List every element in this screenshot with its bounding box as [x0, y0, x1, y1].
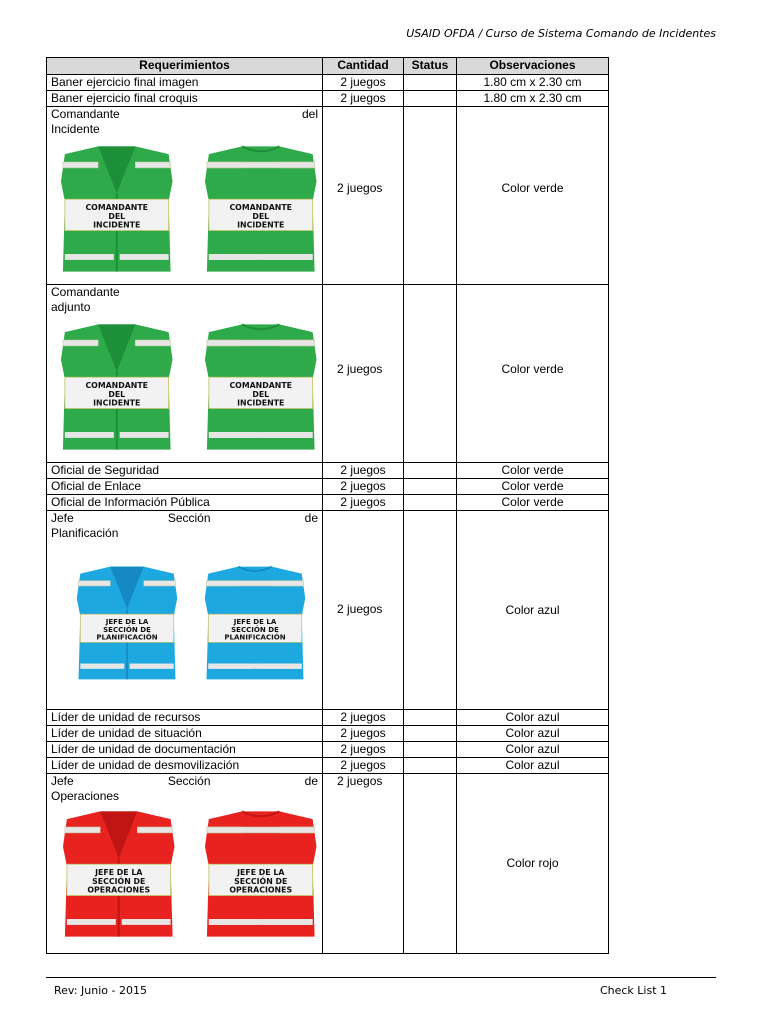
status-cell [404, 107, 457, 285]
status-cell [404, 285, 457, 463]
svg-text:JEFE DE LA: JEFE DE LA [233, 616, 277, 626]
table-row [47, 75, 609, 91]
obs-cell: 1.80 cm x 2.30 cm [457, 75, 609, 91]
req-cell: Baner ejercicio final imagen [47, 75, 323, 91]
table-row [47, 107, 609, 285]
green-vest-front-image [59, 141, 175, 277]
footer-page-label: Check List 1 [599, 984, 667, 997]
svg-text:SECCIÓN DE: SECCIÓN DE [233, 876, 287, 886]
table-row [47, 495, 609, 511]
qty-cell: 2 juegos [323, 710, 404, 726]
svg-text:COMANDANTE: COMANDANTE [85, 202, 149, 212]
status-cell [404, 710, 457, 726]
status-cell [404, 91, 457, 107]
status-cell [404, 479, 457, 495]
qty-cell: 2 juegos [323, 758, 404, 774]
svg-text:COMANDANTE: COMANDANTE [85, 380, 149, 390]
obs-cell: Color verde [457, 285, 609, 463]
req-cell: Jefe Sección de Planificación JEFE DE LA SECCIÓN DE PLANIFICACIÓN JEFE DE LA SECCIÓN DE PLANIFICACIÓN [47, 511, 323, 710]
obs-cell: Color azul [457, 726, 609, 742]
qty-cell: 2 juegos [323, 75, 404, 91]
obs-cell: 1.80 cm x 2.30 cm [457, 91, 609, 107]
qty-cell: 2 juegos [323, 285, 404, 463]
req-cell: Oficial de Seguridad [47, 463, 323, 479]
svg-text:SECCIÓN DE: SECCIÓN DE [103, 624, 151, 634]
col-header-requerimientos: Requerimientos [47, 58, 323, 75]
status-cell [404, 774, 457, 954]
svg-text:INCIDENTE: INCIDENTE [236, 398, 284, 408]
qty-cell: 2 juegos [323, 463, 404, 479]
req-cell: Comandante adjunto COMANDANTE DEL INCIDENTE COMANDANTE DEL INCIDENTE [47, 285, 323, 463]
table-row [47, 758, 609, 774]
req-cell: Oficial de Enlace [47, 479, 323, 495]
status-cell [404, 758, 457, 774]
svg-text:JEFE DE LA: JEFE DE LA [95, 867, 143, 877]
col-header-observaciones: Observaciones [457, 58, 609, 75]
status-cell [404, 742, 457, 758]
obs-cell: Color rojo [457, 774, 609, 954]
obs-cell: Color azul [457, 742, 609, 758]
table-row [47, 463, 609, 479]
req-cell: Líder de unidad de situación [47, 726, 323, 742]
svg-text:JEFE DE LA: JEFE DE LA [105, 616, 149, 626]
page-header: USAID OFDA / Curso de Sistema Comando de Incidentes [406, 27, 716, 40]
svg-text:OPERACIONES: OPERACIONES [87, 885, 151, 895]
status-cell [404, 726, 457, 742]
svg-text:JEFE DE LA: JEFE DE LA [236, 867, 284, 877]
qty-cell: 2 juegos [323, 495, 404, 511]
green-vest-back-image [203, 319, 319, 455]
blue-vest-back-image [203, 563, 307, 683]
svg-text:INCIDENTE: INCIDENTE [236, 220, 284, 230]
status-cell [404, 495, 457, 511]
col-header-status: Status [404, 58, 457, 75]
red-vest-back-image [203, 806, 319, 942]
svg-text:DEL: DEL [251, 211, 269, 221]
obs-cell: Color azul [457, 710, 609, 726]
table-row [47, 774, 609, 954]
requirements-table [46, 57, 609, 954]
status-cell [404, 75, 457, 91]
obs-cell: Color verde [457, 495, 609, 511]
svg-text:OPERACIONES: OPERACIONES [228, 885, 292, 895]
status-cell [404, 463, 457, 479]
green-vest-back-image [203, 141, 319, 277]
svg-text:DEL: DEL [251, 389, 269, 399]
obs-cell: Color azul [457, 511, 609, 710]
obs-cell: Color verde [457, 463, 609, 479]
req-cell: Baner ejercicio final croquis [47, 91, 323, 107]
req-cell: Líder de unidad de desmovilización [47, 758, 323, 774]
svg-text:DEL: DEL [108, 389, 126, 399]
table-row [47, 710, 609, 726]
req-cell: Jefe Sección de Operaciones JEFE DE LA SECCIÓN DE OPERACIONES JEFE DE LA SECCIÓN DE OPERACIONES [47, 774, 323, 954]
req-cell: Comandante del Incidente COMANDANTE DEL INCIDENTE COMANDANTE DEL INCIDENTE [47, 107, 323, 285]
qty-cell: 2 juegos [323, 91, 404, 107]
green-vest-front-image [59, 319, 175, 455]
req-cell: Líder de unidad de documentación [47, 742, 323, 758]
qty-cell: 2 juegos [323, 742, 404, 758]
svg-text:PLANIFICACIÓN: PLANIFICACIÓN [96, 632, 158, 642]
svg-text:INCIDENTE: INCIDENTE [93, 398, 141, 408]
table-row [47, 511, 609, 710]
table-row [47, 726, 609, 742]
svg-text:PLANIFICACIÓN: PLANIFICACIÓN [224, 632, 286, 642]
qty-cell: 2 juegos [323, 511, 404, 710]
table-row [47, 285, 609, 463]
blue-vest-front-image [75, 563, 179, 683]
qty-cell: 2 juegos [323, 479, 404, 495]
svg-text:SECCIÓN DE: SECCIÓN DE [231, 624, 279, 634]
status-cell [404, 511, 457, 710]
svg-text:SECCIÓN DE: SECCIÓN DE [92, 876, 146, 886]
svg-text:DEL: DEL [108, 211, 126, 221]
req-cell: Líder de unidad de recursos [47, 710, 323, 726]
svg-text:INCIDENTE: INCIDENTE [93, 220, 141, 230]
svg-text:COMANDANTE: COMANDANTE [228, 380, 292, 390]
obs-cell: Color verde [457, 107, 609, 285]
table-row [47, 91, 609, 107]
qty-cell: 2 juegos [323, 726, 404, 742]
red-vest-front-image [61, 806, 177, 942]
table-row [47, 479, 609, 495]
qty-cell: 2 juegos [323, 774, 404, 954]
qty-cell: 2 juegos [323, 107, 404, 285]
footer-revision: Rev: Junio - 2015 [54, 984, 147, 997]
table-header-row [47, 58, 609, 75]
table-row [47, 742, 609, 758]
req-cell: Oficial de Información Pública [47, 495, 323, 511]
obs-cell: Color azul [457, 758, 609, 774]
obs-cell: Color verde [457, 479, 609, 495]
svg-text:COMANDANTE: COMANDANTE [228, 202, 292, 212]
footer-divider [46, 977, 716, 978]
col-header-cantidad: Cantidad [323, 58, 404, 75]
